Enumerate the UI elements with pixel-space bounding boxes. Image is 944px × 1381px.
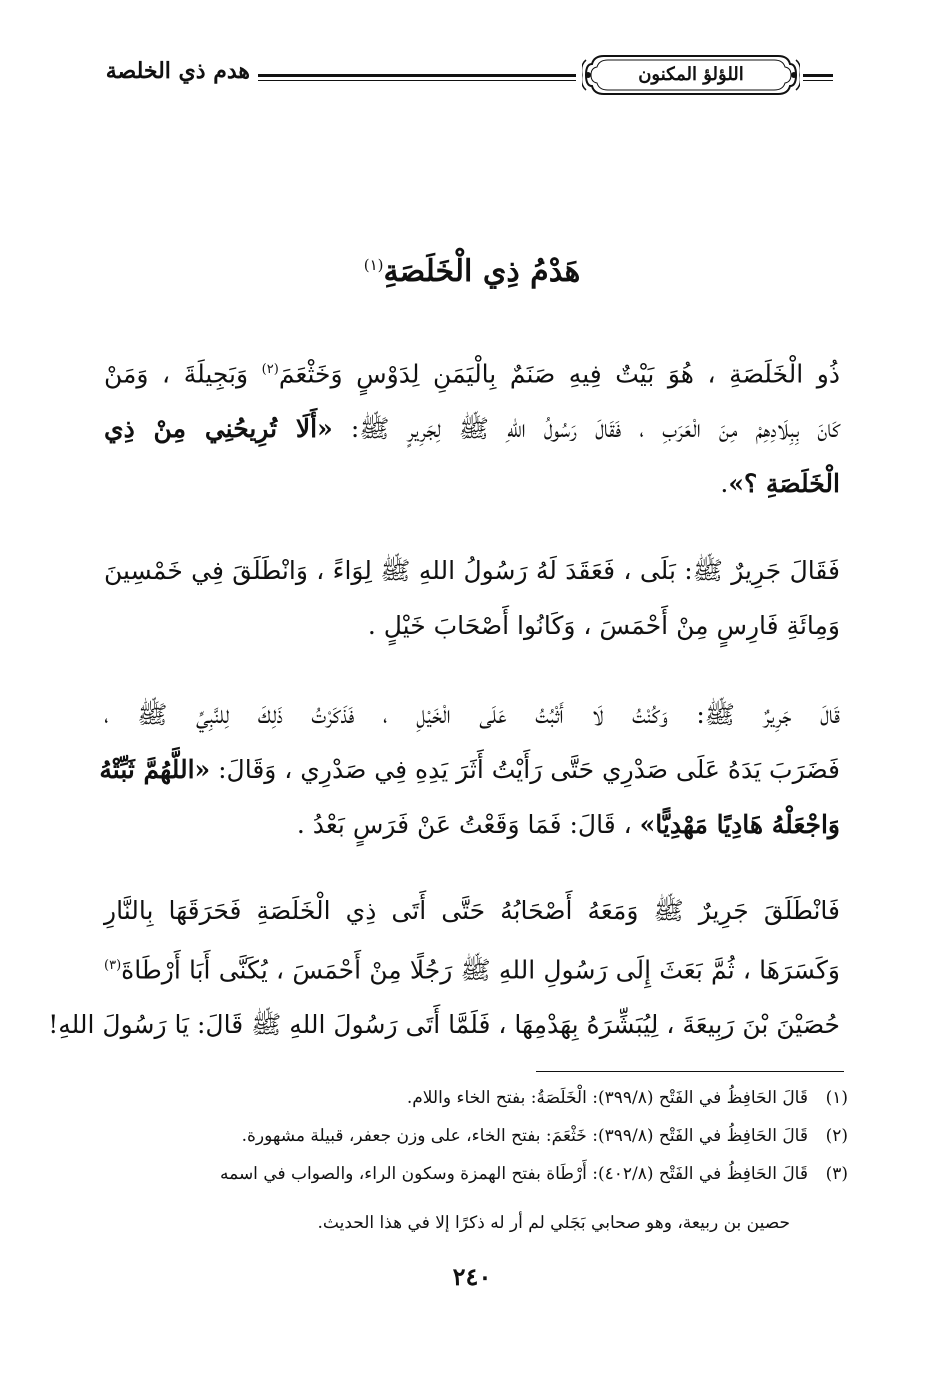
paragraph-line xyxy=(99,742,840,797)
paragraph-line xyxy=(104,938,840,997)
hadith-quote: «اللَّهُمَّ ثَبِّتْهُ xyxy=(99,755,211,784)
paragraph-line xyxy=(104,342,840,401)
paragraph-line xyxy=(104,797,840,852)
paragraph-line xyxy=(104,456,840,511)
footnote-3 xyxy=(110,1161,848,1187)
text-run: فَضَرَبَ يَدَهُ عَلَى صَدْرِي حَتَّى رَأَيْتُ أَثَرَ يَدِهِ فِي صَدْرِي ، وَقَالَ: xyxy=(218,755,840,784)
paragraph-2 xyxy=(104,543,840,653)
footnote-text: قَالَ الحَافِظُ في الفَتْح (٣٩٩/٨): خَثْعَمَ: بفتح الخاء، على وزن جعفر، قبيلة مشهورة. xyxy=(241,1126,808,1146)
footnote-text: قَالَ الحَافِظُ في الفَتْح (٤٠٢/٨): أَرْطَاة بفتح الهمزة وسكون الراء، والصواب في اسمه xyxy=(220,1164,808,1184)
footnote-2 xyxy=(110,1123,848,1149)
footnote-ref-1: (١) xyxy=(363,256,384,274)
paragraph-line xyxy=(104,401,840,456)
text-run: . xyxy=(720,469,729,499)
chapter-title-text: هَدْمُ ذِي الْخَلَصَةِ xyxy=(383,254,581,289)
header-rule-right xyxy=(803,74,833,77)
paragraph-line: فَانْطَلَقَ جَرِيرٌ ﷺ وَمَعَهُ أَصْحَابُهُ حَتَّى أَتَى ذِي الْخَلَصَةِ فَحَرَقَهَا بِالنَّارِ xyxy=(104,896,840,925)
paragraph-4 xyxy=(48,883,840,1052)
hadith-quote: الْخَلَصَةِ ؟» xyxy=(728,469,840,499)
paragraph-3 xyxy=(99,687,840,852)
hadith-quote: وَاجْعَلْهُ هَادِيًا مَهْدِيًّا» xyxy=(639,810,840,839)
header-rule-right-thin xyxy=(803,80,833,81)
running-book-title: اللؤلؤ المكنون xyxy=(638,64,744,85)
footnote-number: (٢) xyxy=(825,1126,848,1146)
footnote-number: (٣) xyxy=(825,1164,848,1184)
hadith-quote: «أَلَا تُرِيحُنِي مِنْ ذِي xyxy=(104,414,333,444)
text-run: ذُو الْخَلَصَةِ ، هُوَ بَيْتٌ فِيهِ صَنَمٌ بِالْيَمَنِ لِدَوْسٍ وَخَثْعَمَ xyxy=(278,359,840,389)
text-run: ، قَالَ: فَمَا وَقَعْتُ عَنْ فَرَسٍ بَعْدُ . xyxy=(296,810,632,839)
footnote-ref-2: (٢) xyxy=(261,362,279,377)
book-title-cartouche xyxy=(582,50,800,100)
header-rule-left xyxy=(258,74,576,77)
footnote-text: قَالَ الحَافِظُ في الفَتْح (٣٩٩/٨): الْخَلَصَةُ: بفتح الخاء واللام. xyxy=(406,1088,808,1108)
paragraph-line: وَمِائَةِ فَارِسٍ مِنْ أَحْمَسَ ، وَكَانُوا أَصْحَابَ خَيْلٍ . xyxy=(367,611,840,640)
footnote-number: (١) xyxy=(825,1088,848,1108)
page-number: ٢٤٠ xyxy=(452,1262,492,1291)
footnote-1 xyxy=(110,1085,848,1111)
running-section-title: هدم ذي الخلصة xyxy=(105,58,250,84)
chapter-title xyxy=(300,240,644,290)
text-run: كَانَ بِبِلَادِهِمْ مِنَ الْعَرَبِ ، فَقَالَ رَسُولُ اللهِ ﷺ لِجَرِيرٍ ﷺ: xyxy=(350,414,841,444)
text-run: وَكَسَرَهَا ، ثُمَّ بَعَثَ إِلَى رَسُولِ اللهِ ﷺ رَجُلًا مِنْ أَحْمَسَ ، يُكَنَّى أَبَا أَرْطَاةَ xyxy=(121,955,840,985)
paragraph-line: حُصَيْنَ بْنَ رَبِيعَةَ ، لِيُبَشِّرَهُ بِهَدْمِهَا ، فَلَمَّا أَتَى رَسُولَ اللهِ ﷺ قَالَ: يَا رَسُولَ اللهِ! xyxy=(48,1010,840,1040)
paragraph-line: فَقَالَ جَرِيرٌ ﷺ: بَلَى ، فَعَقَدَ لَهُ رَسُولُ اللهِ ﷺ لِوَاءً ، وَانْطَلَقَ فِي خَمْسِينَ xyxy=(104,556,840,585)
paragraph-line: قَالَ جَرِيرٌ ﷺ: وَكُنْتُ لَا أَثْبُتُ عَلَى الْخَيْلِ ، فَذَكَرْتُ ذَلِكَ لِلنَّبِيِّ ﷺ ، xyxy=(104,700,840,729)
text-run: وَبَجِيلَةَ ، وَمَنْ xyxy=(104,359,249,389)
footnote-ref-3: (٣) xyxy=(104,958,122,973)
footnote-3-continued: حصين بن ربيعة، وهو صحابي بَجَلي لم أر له ذكرًا إلا في هذا الحديث. xyxy=(317,1213,790,1233)
paragraph-1 xyxy=(104,342,840,511)
footnote-separator xyxy=(536,1071,844,1072)
header-rule-left-thin xyxy=(258,80,576,81)
